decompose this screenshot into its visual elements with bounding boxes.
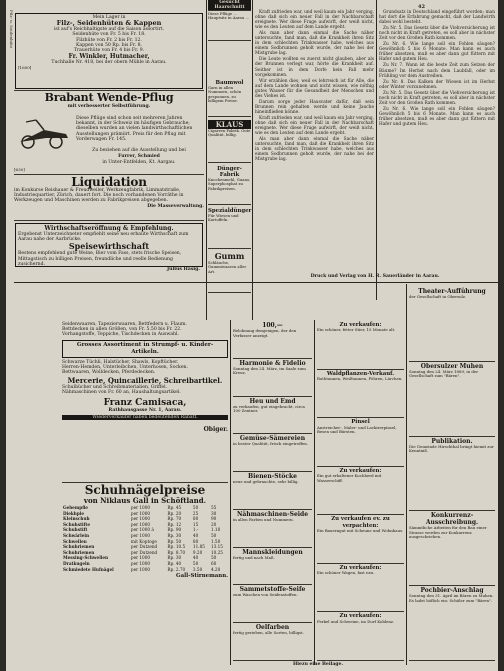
- small-ad-title: Waldpflanzen-Verkauf.: [326, 370, 395, 377]
- ad-liquidation: [14, 176, 204, 221]
- small-ad: [233, 624, 312, 661]
- small-ad-text: Anstreicher-, Maler- und Lackirerpinsel, Besen und Bürsten.: [317, 424, 397, 435]
- small-ad: [317, 419, 404, 467]
- ad-hats-title: Filz-, Seidenhüten & Kappen: [56, 19, 162, 28]
- nail-type-cell: Schuhstift: [63, 527, 88, 533]
- paragraph: Zu Nr. 6. Wie lange soll ein Fohlen säugen? Gewöhnlich 5 bis 6 Monate. Man kann es auch früher absetzen, muß es aber dann gut füttern mit Hafer und gutem Heu.: [379, 42, 495, 63]
- ad-nails-title: Schuhnägelpreise: [84, 483, 206, 497]
- column-divider: [252, 0, 253, 320]
- small-ad-title: Theater-Aufführung: [418, 288, 486, 295]
- price-cell: per 1000: [130, 555, 151, 561]
- mid-header-a: Gesucht: [219, 0, 240, 5]
- price-cell: 1.-: [192, 527, 199, 533]
- small-ad-text: Belohnung demjenigen, der den Verfasser anzeigt.: [233, 328, 297, 338]
- paragraph: Zu Nr. 6. Wie lange soll ein Fohlen säugen? Gewöhnlich 5 bis 6 Monate. Man kann es auch früher absetzen, muß es aber dann gut füttern mit Hafer und gutem Heu.: [379, 106, 495, 127]
- ad-column-top-left: [14, 12, 204, 273]
- ad-liquidation-title: Liquidation: [71, 175, 147, 189]
- small-ad-text: fertig und nach Maß.: [233, 554, 275, 560]
- paragraph: Wir erzählen dies, weil es lehrreich ist für Alle, die auf dem Lande wohnen und nicht wissen, wie nöthig gutes Wasser für die Gesundheit der Menschen und des Viehes ist.: [255, 78, 374, 99]
- paragraph: Kraft zufrieden war, und weil kaum ein Jahr verging, ohne daß sich ein neuer Fall in der Nachbarschaft ereignete. Wer diese Frage aufwirft, der weiß nicht, wie es den Leuten auf dem Lande ergeht.: [255, 10, 374, 31]
- ad-line: Schwarze Tüchli, Halstücher, Shawls, Kopftücher.: [62, 359, 179, 365]
- column-divider: [406, 284, 407, 665]
- price-cell: Rp. 70: [167, 516, 182, 522]
- ad-restaurant-text2: Bestens empfehlend gute Weine, Bier vom Fass, stets frische Speisen, Mittagstisch zu billigen Preisen, freundliche und reelle Bedienung zusichernd.: [18, 251, 182, 267]
- price-cell: 15: [192, 521, 199, 527]
- small-ad-title: Konkurrenz-Ausschreibung.: [425, 512, 479, 527]
- small-ad-title: Publikation.: [431, 437, 473, 445]
- ad-camisaca-title: Grosses Assortiment in Strumpf- u. Kinder-Artikeln.: [76, 341, 214, 355]
- mid-ad-text: Knochenmehl, Guano, Superphosphat zu Fabrikpreisen.: [208, 177, 251, 191]
- imprint: Druck und Verlag von H. R. Sauerländer in Aarau.: [310, 274, 440, 279]
- price-cell: 80: [192, 538, 199, 544]
- section-divider: [14, 282, 498, 283]
- ad-plough-place: in Unter-Entfelden, Kt. Aargau.: [102, 160, 176, 165]
- mid-ad: Diese Pflüge ... Hauptsitz in Aarau ...: [208, 12, 251, 41]
- ad-hats-text: Filzhüte von Fr. 2 bis Fr. 12.: [76, 37, 142, 43]
- small-ad-text: Ein schöner, fetter Stier, 15 Monate alt.: [317, 327, 396, 333]
- price-cell: 50: [210, 555, 217, 561]
- price-cell: 55: [210, 505, 217, 510]
- ad-plough-text: Diese Pflüge sind schon seit mehreren Jahren bekannt, in der Schweiz im häufigen Gebrauche; dieselben wurden an vielen landwirthschaftlichen Ausstellungen prämiirt. Preis für den Pflug mit Vorderwagen Fr. 145.: [76, 116, 193, 142]
- price-cell: 80: [192, 516, 199, 522]
- ad-hats-text: ist auf's Reichhaltigste auf die Saison assortirt.: [53, 27, 165, 33]
- price-cell: Rp. 10.5: [167, 544, 186, 550]
- small-ad: [409, 288, 495, 362]
- price-cell: 50: [210, 532, 217, 538]
- paragraph: Grundsatz in Deutschland eingeführt worden; man hat dort die Erfahrung gemacht, daß der Landwirth dabei wohl besteht.: [379, 10, 495, 26]
- ad-line: Nähmaschinen von Fr. 60 an, Haushaltungsartikel.: [62, 390, 181, 396]
- ad-ref: [630]: [14, 167, 25, 172]
- ad-hats-line1: Mein Lager in: [92, 15, 126, 20]
- small-ad: [409, 587, 495, 661]
- price-cell: 9.20: [192, 549, 203, 555]
- small-ad-title: Bienen-Stöcke: [248, 473, 297, 481]
- ad-nails-sign: Gall-Stirnemann.: [176, 573, 228, 580]
- price-cell: 11.85: [192, 544, 205, 550]
- ad-plough-title: Brabant Wende-Pflug: [44, 91, 174, 104]
- small-ad-title: Zu verkaufen:: [339, 613, 382, 620]
- small-ad: [409, 438, 495, 512]
- small-ad-text: Rothtannen, Weißtannen, Föhren, Lärchen.: [317, 375, 403, 381]
- price-cell: Rp. 40: [167, 560, 182, 566]
- small-ad: [233, 549, 312, 586]
- mid-ad: [208, 166, 251, 205]
- ad-restaurant-title2: Speisewirthschaft: [68, 241, 150, 252]
- ad-line: Schulbücher und Schreibmaterialien, Griffel.: [62, 385, 168, 391]
- ad-column-top-mid: [208, 0, 251, 300]
- ad-hats-text: Trauerhüte von Fr. 4 bis Fr. 9.: [73, 48, 145, 54]
- small-ad-text: zu verkaufen, gut eingebracht, circa 100 Zentner.: [233, 403, 305, 414]
- nail-type-cell: Schuhstifte: [63, 521, 90, 527]
- ad-hats-address: Tuchhalle Nr. 418, bei der obern Mühle in Aarau.: [51, 60, 167, 66]
- price-cell: Rp. 30: [167, 532, 182, 538]
- mid-ad-title: Dünger-Fabrik: [217, 166, 242, 178]
- ad-camisaca-note: Wiederverkäufer haben bedeutenden Rabatt.: [62, 415, 228, 420]
- nail-type-cell: Schuhriemen: [63, 549, 95, 555]
- mid-ad-title: KLAUS: [208, 120, 251, 129]
- article-column-1: [255, 10, 374, 272]
- small-ad-text: in bester Qualität, frisch eingetroffen.: [233, 441, 309, 447]
- small-ad-text: der Gesellschaft in Obersulz.: [409, 294, 467, 299]
- ad-nails: [62, 484, 228, 662]
- ad-plough-agent: Zu beziehen auf die Ausstellung und bei: [92, 148, 186, 153]
- ad-camisaca-title2: Mercerie, Quincaillerie, Schreibartikel.: [67, 376, 223, 386]
- ad-column-bottom-mid: [233, 322, 312, 662]
- small-ad-title: Pinsel: [351, 419, 370, 426]
- nail-type-cell: Dratkugeln: [63, 560, 90, 566]
- price-cell: Rp. 30: [167, 555, 182, 561]
- nail-price-table: [62, 505, 228, 572]
- small-ad-title: Gemüse-Sämereien: [239, 435, 306, 443]
- price-cell: per Dutzend: [130, 549, 158, 555]
- ad-camisaca-sign: Obiger.: [203, 426, 228, 434]
- small-ad-text: Ein schöner Wagen, fast neu.: [317, 570, 375, 576]
- newspaper-page: [6, 0, 498, 671]
- price-cell: 25: [192, 510, 199, 516]
- small-ad-text: Ein gut erhaltener Kochherd mit Wasserschiff.: [317, 473, 382, 483]
- mid-ad-text: Cigarren Fabrik. Gute Qualität, billig.: [208, 128, 251, 138]
- price-cell: Rp. 90: [167, 527, 182, 533]
- price-cell: Rp. 20: [167, 510, 182, 516]
- price-cell: per 1000: [130, 566, 151, 572]
- nail-type-cell: Kleinschuh: [63, 516, 90, 522]
- price-cell: 3.50: [192, 566, 203, 572]
- paragraph: Die Leute wollten es zuerst nicht glauben, aber als der Brunnen verlegt war, hörte die Krankheit auf. Seither ist in dem Dorfe kein Fall mehr vorgekommen.: [255, 57, 374, 78]
- small-ad-text: Sämmtliche Arbeiten für den Bau einer Strasse werden zur Konkurrenz ausgeschrieben.: [409, 525, 487, 540]
- ad-restaurant-text: Ergebenst Unterzeichneter empfiehlt seine neu erbaute Wirthschaft zum Aarau nahe der Aarbrücke.: [18, 232, 189, 243]
- ad-plough: [14, 92, 204, 175]
- small-ad: [317, 468, 404, 516]
- mid-ad-title: Spezialdünger: [208, 208, 252, 214]
- small-ad-title: Pochbier-Anschlag: [420, 587, 484, 595]
- article-column-2: [379, 10, 495, 272]
- price-cell: 40: [192, 532, 199, 538]
- small-ad-title: Nähmaschinen-Seide: [236, 510, 309, 518]
- price-cell: 60: [210, 560, 217, 566]
- small-ad: [233, 511, 312, 548]
- small-ad-title: Zu verkaufen ev. zu verpachten:: [331, 516, 390, 529]
- ad-camisaca: [62, 322, 228, 483]
- mid-header-b: Haarschnitt: [214, 5, 245, 11]
- small-ad-title: Zu verkaufen:: [339, 322, 382, 328]
- price-cell: Rp. 45: [167, 505, 182, 510]
- price-cell: Rp. 50: [167, 538, 182, 544]
- small-ad-title: Harmonie & Fidelio: [239, 359, 306, 367]
- price-cell: 1.10: [210, 527, 221, 533]
- paragraph: Kraft zufrieden war, und weil kaum ein Jahr verging, ohne daß sich ein neuer Fall in der Nachbarschaft ereignete. Wer diese Frage aufwirft, der weiß nicht, wie es den Leuten auf dem Lande ergeht.: [255, 115, 374, 137]
- price-cell: 50: [192, 505, 199, 510]
- paragraph: Als man aber dann einmal die Sache näher untersuchte, fand man, daß die Krankheit ihren Sitz in dem schlechten Trinkwasser habe, welches aus einem Sodbrunnen geholt wurde, der nahe bei der Mistgrube lag.: [255, 137, 374, 163]
- ad-hats-text: Seidenhüte von Fr. 5 bis Fr. 18.: [72, 32, 146, 38]
- paragraph: Als man aber dann einmal die Sache näher untersuchte, fand man, daß die Krankheit ihren Sitz in dem schlechten Trinkwasser habe, welches aus einem Sodbrunnen geholt wurde, der nahe bei der Mistgrube lag.: [255, 31, 374, 57]
- page-number: 42: [418, 4, 425, 10]
- small-ad: [317, 322, 404, 370]
- price-cell: 40: [192, 555, 199, 561]
- ad-column-bottom-r2: [409, 288, 495, 662]
- small-ad-text: zum Waschen von Seidenstoffen.: [233, 592, 298, 598]
- small-ad-text: Ferkel und Schweine, im Dorf Koblenz.: [317, 618, 395, 624]
- mid-ad-title: Gumm: [214, 251, 245, 261]
- ad-camisaca-address: Rathhausgasse Nr. 1, Aarau.: [108, 407, 182, 413]
- ad-line: Vorhangstoffe, Teppiche, Tischdecken in Auswahl.: [62, 332, 179, 338]
- small-ad-text: fertig gerieben, alle Sorten, billigst.: [233, 630, 304, 636]
- mid-ad: [208, 208, 251, 249]
- price-cell: Rp. 8.70: [167, 549, 186, 555]
- price-cell: per 1000: [130, 521, 151, 527]
- small-ad-text: Sonntag den 24. März 1889, in der Gesellschaft zum "Bären".: [409, 368, 479, 379]
- ad-plough-firm: Furrer, Schmied: [118, 154, 160, 159]
- price-cell: 10.25: [210, 549, 223, 555]
- small-ad-title: Zu verkaufen:: [339, 467, 382, 474]
- small-ad: [233, 473, 312, 510]
- ad-column-bottom-left: [62, 322, 228, 662]
- paragraph: Zu Nr. 5. Das Gesetz über die Viehversicherung ist noch nicht in Kraft getreten, es soll aber in nächster Zeit vor den Großen Rath kommen.: [379, 26, 495, 42]
- mid-ad: [208, 252, 251, 293]
- price-cell: per 1000 à: [130, 527, 154, 533]
- ad-restaurant-sign: Julius Häsig.: [167, 267, 200, 273]
- column-divider: [376, 0, 377, 300]
- table-row: [62, 544, 228, 550]
- price-cell: Rp. 2.70: [167, 566, 186, 572]
- mid-ad-text: Für Wiesen und Kartoffeln.: [208, 213, 239, 223]
- price-cell: 50: [192, 560, 199, 566]
- mid-ad-text: Schläuche, Gummiwaaren aller Art.: [208, 260, 247, 274]
- mid-ad-title: Baumwol: [215, 80, 244, 86]
- ad-line: Herren-Hemden, Unterleibchen, Unterhosen, Socken.: [62, 364, 188, 370]
- mid-ad-text: Garn in allen Nummern, schön gesponnen, zu billigem Preise.: [208, 85, 242, 103]
- paragraph: Zu Nr. 5. Das Gesetz über die Viehversicherung ist noch nicht in Kraft getreten, es soll aber in nächster Zeit vor den Großen Rath kommen.: [379, 90, 495, 106]
- paragraph: Zu Nr. 7. Wann ist die beste Zeit zum Setzen der Bäume? Im Herbst nach dem Laubfall, oder im Frühling vor dem Austreiben.: [379, 63, 495, 79]
- ad-liquidation-sign: Die Masseverwaltung.: [147, 203, 204, 209]
- price-cell: 4.20: [210, 566, 221, 572]
- small-ad-text: in allen Farben und Nummern.: [233, 516, 294, 522]
- price-cell: 1.50: [210, 538, 221, 544]
- nail-type-cell: Schuhriemen: [63, 544, 95, 550]
- ad-restaurant-title: Wirthschaftseröffnung & Empfehlung.: [44, 225, 174, 232]
- small-ad-text: Sonntag den 31. April im Bären zu Muhen. Es ladet höflich ein: Schüler zum "Bären".: [409, 593, 494, 603]
- small-ad-title: Obersulzer Muhen: [420, 362, 484, 370]
- nail-type-cell: Gebempfle: [63, 505, 88, 510]
- price-cell: per 1000: [130, 505, 151, 510]
- ad-restaurant: [14, 222, 204, 273]
- table-row: [62, 567, 228, 573]
- price-cell: per 1000: [130, 560, 151, 566]
- nail-type-cell: Schmiedete Hufnägel: [63, 566, 114, 572]
- nail-type-cell: Messing-Schwellen: [63, 555, 109, 561]
- mid-ad: [208, 80, 251, 117]
- price-cell: mit Koptoge: [130, 538, 157, 544]
- left-margin-strip: Filz- u. Seidenhüte: [9, 10, 14, 49]
- small-ad-text: neue und gebrauchte, sehr billig.: [233, 479, 299, 485]
- mid-header: [208, 0, 251, 11]
- small-ad-title: Mannskleidungen: [242, 548, 303, 556]
- price-cell: 30: [210, 510, 217, 516]
- price-cell: per Dutzend: [130, 544, 158, 550]
- ad-line: Bettwaaren, Wolldecken, Pferdedecken.: [62, 370, 156, 376]
- small-ad: [233, 586, 312, 623]
- small-ad: [233, 322, 312, 359]
- paragraph: Zu Nr. 8. Das Kalken der Wiesen ist im Herbst oder Winter vorzunehmen.: [379, 79, 495, 90]
- small-ad-title: Zu verkaufen:: [339, 564, 382, 571]
- ad-camisaca-firm: Franz Camisaca,: [103, 397, 187, 408]
- price-cell: 90: [210, 516, 217, 522]
- price-cell: 13.15: [210, 544, 223, 550]
- ad-ref: [1600]: [18, 65, 32, 71]
- small-ad: [317, 613, 404, 661]
- ad-line: Bettdecken in allen Größen, von Fr. 5.50 bis Fr. 22.: [62, 327, 182, 333]
- small-ad: [233, 435, 312, 472]
- price-cell: per 1000: [130, 516, 151, 522]
- small-ad-title: 100,—: [262, 322, 283, 329]
- column-divider: [230, 320, 231, 665]
- small-ad: [233, 360, 312, 397]
- price-cell: 20: [210, 521, 217, 527]
- ad-nails-subtitle: von Niklaus Gall in Schöftland.: [83, 496, 207, 505]
- ad-liquidation-text: im Konkurse Reishauer & Freudweiler, Werkzeugfabrik, Limmatstraße, Industriequartier, Zürich, dauert fort. Die noch vorhandenen Vorräthe in Werkzeugen und Maschinen werden zu Fabrikpreisen abgegeben.: [14, 188, 184, 204]
- ad-hats: [14, 12, 204, 91]
- plough-illustration: [16, 116, 72, 150]
- nail-type-cell: Diekhple: [63, 510, 85, 516]
- column-divider: [206, 0, 207, 320]
- small-ad-text: Die Gemeinde Hirschthal bringt hiemit zur Kenntniß.: [409, 443, 494, 454]
- nail-type-cell: Schwellen: [63, 538, 87, 544]
- ad-line: Seidenwaaren, Tapezierwaaren, Bettfedern u. Flaum.: [62, 322, 187, 327]
- beilage-note: Hiezu eine Beilage.: [292, 662, 344, 667]
- small-ad-title: Sammetstoffe-Seife: [239, 586, 306, 594]
- price-cell: per 1000: [130, 532, 151, 538]
- small-ad: [317, 371, 404, 419]
- price-cell: per 1000: [130, 510, 151, 516]
- ad-hats-text: Kappen von 50 Rp. bis Fr. 8.: [75, 42, 142, 48]
- small-ad: [409, 512, 495, 586]
- nail-type-cell: Schwärlein: [63, 532, 90, 538]
- small-ad-text: Sonntag den 24. März, im Saale zum Kreuz.: [233, 365, 306, 376]
- small-ad-text: Ein Bauerngut mit Scheune und Wohnhaus.: [317, 528, 404, 534]
- ad-plough-subtitle: mit verbesserter Selbstführung.: [67, 104, 151, 109]
- ad-column-bottom-r1: [317, 322, 404, 662]
- ad-hats-firm: Fr. Winkler, Hutmacher,: [68, 53, 150, 61]
- small-ad-title: Oelfarben: [255, 624, 290, 632]
- small-ad: [233, 398, 312, 435]
- column-divider: [314, 320, 315, 665]
- paragraph: Darum sorge jeder Hausvater dafür, daß sein Brunnen rein gehalten werde und keine Jauche hineinfließen könne.: [255, 99, 374, 115]
- small-ad: [409, 363, 495, 437]
- price-cell: Rp. 12: [167, 521, 182, 527]
- mid-ad: [208, 120, 251, 163]
- small-ad: [317, 516, 404, 564]
- small-ad: [317, 565, 404, 613]
- small-ad-title: Heu und Emd: [249, 397, 296, 405]
